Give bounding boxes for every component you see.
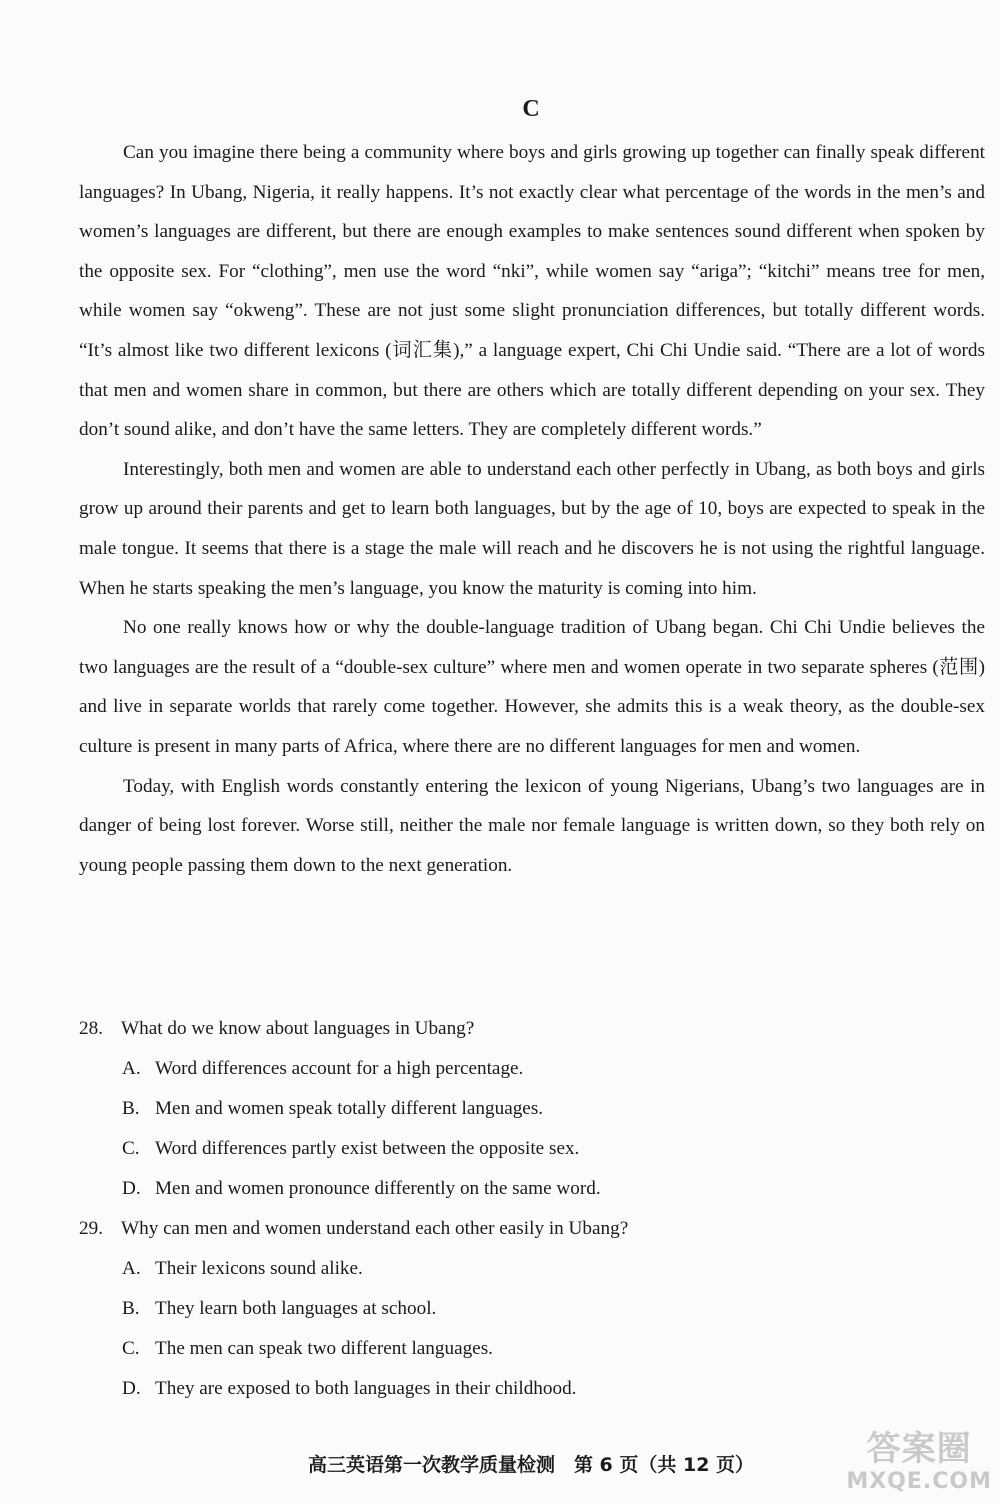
section-title: C	[522, 96, 540, 122]
watermark-logo	[846, 1429, 992, 1495]
option-letter: C.	[122, 1138, 140, 1159]
option-letter: A.	[122, 1258, 141, 1279]
option-d[interactable]	[79, 1169, 985, 1209]
option-text: Men and women pronounce differently on the same word.	[155, 1178, 601, 1199]
option-a[interactable]	[79, 1049, 985, 1089]
option-b[interactable]	[79, 1089, 985, 1129]
option-letter: A.	[122, 1058, 141, 1079]
option-d[interactable]	[79, 1369, 985, 1409]
question-29	[79, 1209, 985, 1409]
option-text: They are exposed to both languages in their childhood.	[155, 1378, 577, 1399]
watermark-en: MXQE.COM	[846, 1469, 992, 1494]
question-28	[79, 1009, 985, 1209]
option-text: They learn both languages at school.	[155, 1298, 437, 1319]
question-stem	[79, 1209, 985, 1249]
passage-paragraph-4: Today, with English words constantly entering the lexicon of young Nigerians, Ubang’s two languages are in danger of being lost forever. Worse still, neither the male nor female language is written down, so they both rely on young people passing them down to the next generation.	[79, 775, 985, 876]
option-letter: D.	[122, 1378, 141, 1399]
question-text: Why can men and women understand each other easily in Ubang?	[121, 1218, 629, 1239]
option-c[interactable]	[79, 1129, 985, 1169]
option-letter: D.	[122, 1178, 141, 1199]
passage-paragraph-1: Can you imagine there being a community where boys and girls growing up together can finally speak different languages? In Ubang, Nigeria, it really happens. It’s not exactly clear what percentage of the words in the men’s and women’s languages are different, but there are enough examples to make sentences sound different when spoken by the opposite sex. For “clothing”, men use the word “nki”, while women say “ariga”; “kitchi” means tree for men, while women say “okweng”. These are not just some slight pronunciation differences, but totally different words. “It’s almost like two different lexicons (词汇集),” a language expert, Chi Chi Undie said. “There are a lot of words that men and women share in common, but there are others which are totally different depending on your sex. They don’t sound alike, and don’t have the same letters. They are completely different words.”	[79, 142, 985, 441]
option-letter: B.	[122, 1098, 140, 1119]
option-text: The men can speak two different languages.	[155, 1338, 493, 1359]
question-number: 29.	[79, 1218, 103, 1239]
option-text: Their lexicons sound alike.	[155, 1258, 363, 1279]
option-c[interactable]	[79, 1329, 985, 1369]
question-list	[79, 1009, 985, 1409]
question-text: What do we know about languages in Ubang?	[121, 1018, 475, 1039]
passage-paragraph-3: No one really knows how or why the double-language tradition of Ubang began. Chi Chi Undie believes the two languages are the result of a “double-sex culture” where men and women operate in two separate spheres (范围) and live in separate worlds that rarely come together. However, she admits this is a weak theory, as the double-sex culture is present in many parts of Africa, where there are no different languages for men and women.	[79, 617, 985, 757]
reading-passage	[79, 133, 985, 885]
passage-paragraph-2: Interestingly, both men and women are able to understand each other perfectly in Ubang, as both boys and girls grow up around their parents and get to learn both languages, but by the age of 10, boys are expected to speak in the male tongue. It seems that there is a stage the male will reach and he discovers he is not using the rightful language. When he starts speaking the men’s language, you know the maturity is coming into him.	[79, 458, 985, 599]
option-letter: B.	[122, 1298, 140, 1319]
option-text: Word differences account for a high percentage.	[155, 1058, 524, 1079]
option-letter: C.	[122, 1338, 140, 1359]
option-a[interactable]	[79, 1249, 985, 1289]
option-b[interactable]	[79, 1289, 985, 1329]
option-text: Word differences partly exist between the opposite sex.	[155, 1138, 580, 1159]
watermark-cn: 答案圈	[866, 1429, 972, 1469]
question-number: 28.	[79, 1018, 103, 1039]
page-footer: 高三英语第一次教学质量检测 第 6 页（共 12 页）	[307, 1454, 755, 1476]
question-stem	[79, 1009, 985, 1049]
option-text: Men and women speak totally different languages.	[155, 1098, 544, 1119]
